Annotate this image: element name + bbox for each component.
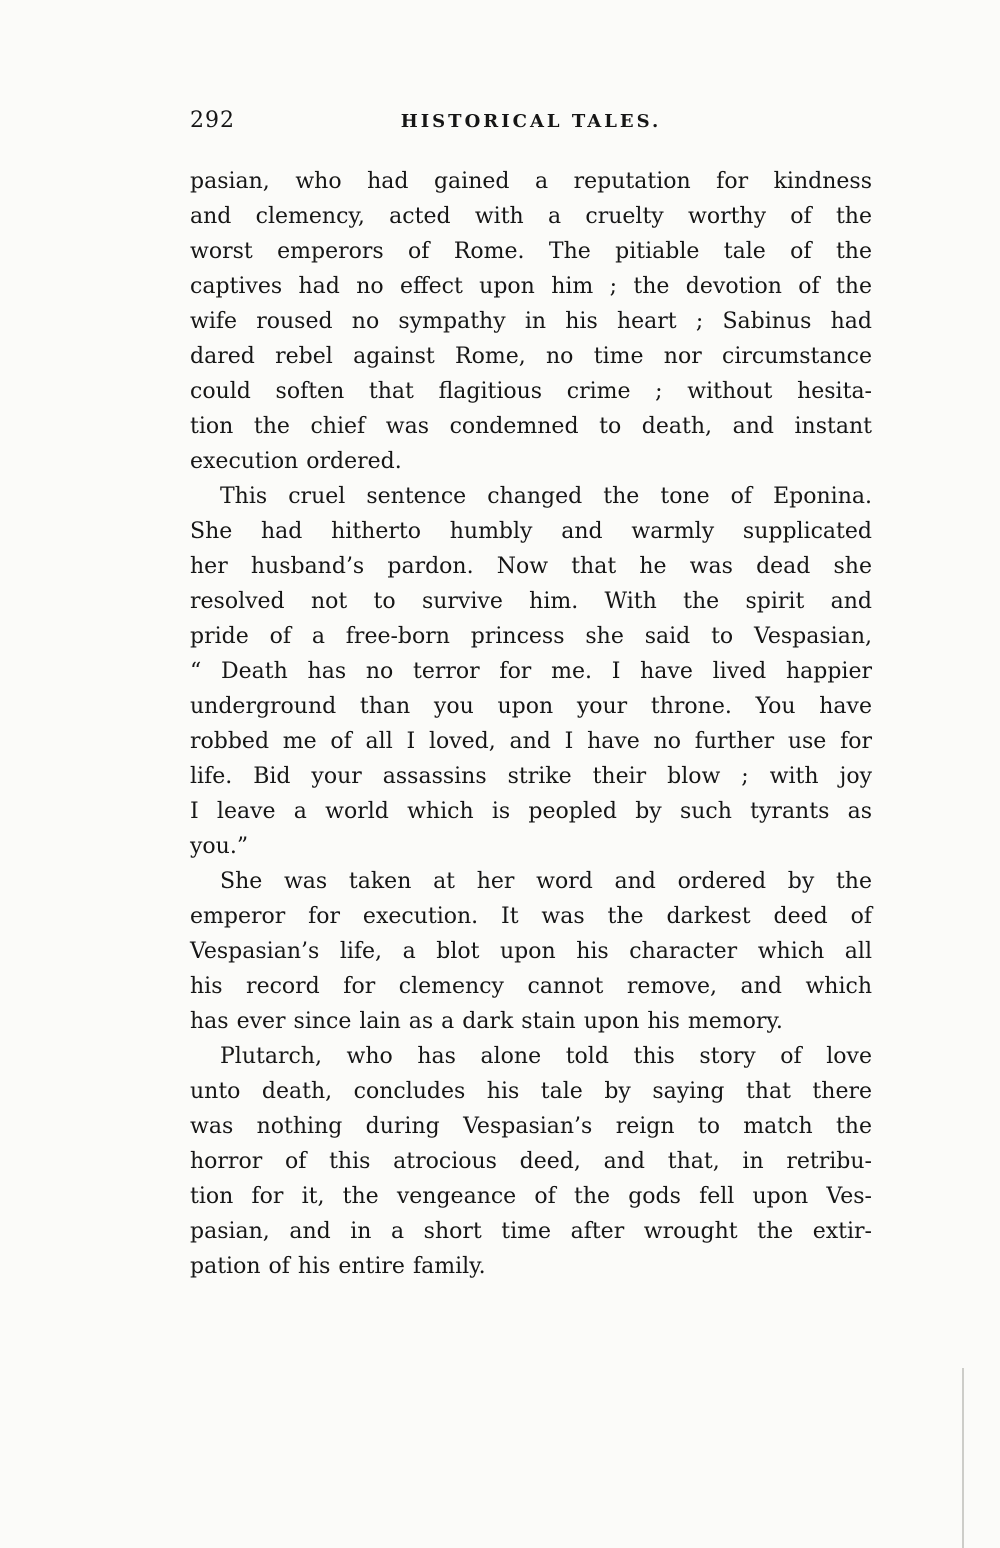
text-line: tion for it, the vengeance of the gods fell upon Ves- (190, 1184, 872, 1209)
text-line: resolved not to survive him. With the spirit and (190, 589, 872, 614)
text-line: I leave a world which is peopled by such tyrants as (190, 799, 872, 824)
text-line: wife roused no sympathy in his heart ; Sabinus had (190, 309, 872, 334)
text-line: was nothing during Vespasian’s reign to match the (190, 1114, 872, 1139)
text-line: pasian, who had gained a reputation for kindness (190, 169, 872, 194)
text-line: Vespasian’s life, a blot upon his character which all (190, 939, 872, 964)
text-line: could soften that flagitious crime ; without hesita- (190, 379, 872, 404)
text-line: underground than you upon your throne. You have (190, 694, 872, 719)
running-title: HISTORICAL TALES. (400, 111, 662, 132)
scan-artifact (962, 1368, 964, 1548)
text-line: dared rebel against Rome, no time nor circumstance (190, 344, 872, 369)
text-line: and clemency, acted with a cruelty worthy of the (190, 204, 872, 229)
text-line: execution ordered. (190, 449, 402, 474)
text-line: pation of his entire family. (190, 1254, 486, 1279)
text-line: “ Death has no terror for me. I have lived happier (190, 659, 872, 684)
text-line: pride of a free-born princess she said to Vespasian, (190, 624, 872, 649)
text-line: his record for clemency cannot remove, and which (190, 974, 872, 999)
text-line: tion the chief was condemned to death, and instant (190, 414, 872, 439)
page-number: 292 (190, 108, 235, 133)
page-body (190, 164, 872, 1284)
page-header (190, 106, 872, 136)
text-line: Plutarch, who has alone told this story of love (220, 1044, 872, 1069)
text-line: life. Bid your assassins strike their blow ; with joy (190, 764, 872, 789)
text-line: has ever since lain as a dark stain upon his memory. (190, 1009, 783, 1034)
text-line: This cruel sentence changed the tone of Eponina. (220, 484, 872, 509)
page-content (190, 106, 872, 1284)
text-line: She was taken at her word and ordered by the (220, 869, 872, 894)
text-line: unto death, concludes his tale by saying that there (190, 1079, 872, 1104)
text-line: robbed me of all I loved, and I have no further use for (190, 729, 872, 754)
text-line: her husband’s pardon. Now that he was dead she (190, 554, 872, 579)
text-line: you.” (190, 834, 249, 859)
text-line: captives had no effect upon him ; the devotion of the (190, 274, 872, 299)
text-line: emperor for execution. It was the darkest deed of (190, 904, 872, 929)
text-line: horror of this atrocious deed, and that, in retribu- (190, 1149, 872, 1174)
text-line: She had hitherto humbly and warmly supplicated (190, 519, 872, 544)
text-line: pasian, and in a short time after wrought the extir- (190, 1219, 872, 1244)
text-line: worst emperors of Rome. The pitiable tale of the (190, 239, 872, 264)
